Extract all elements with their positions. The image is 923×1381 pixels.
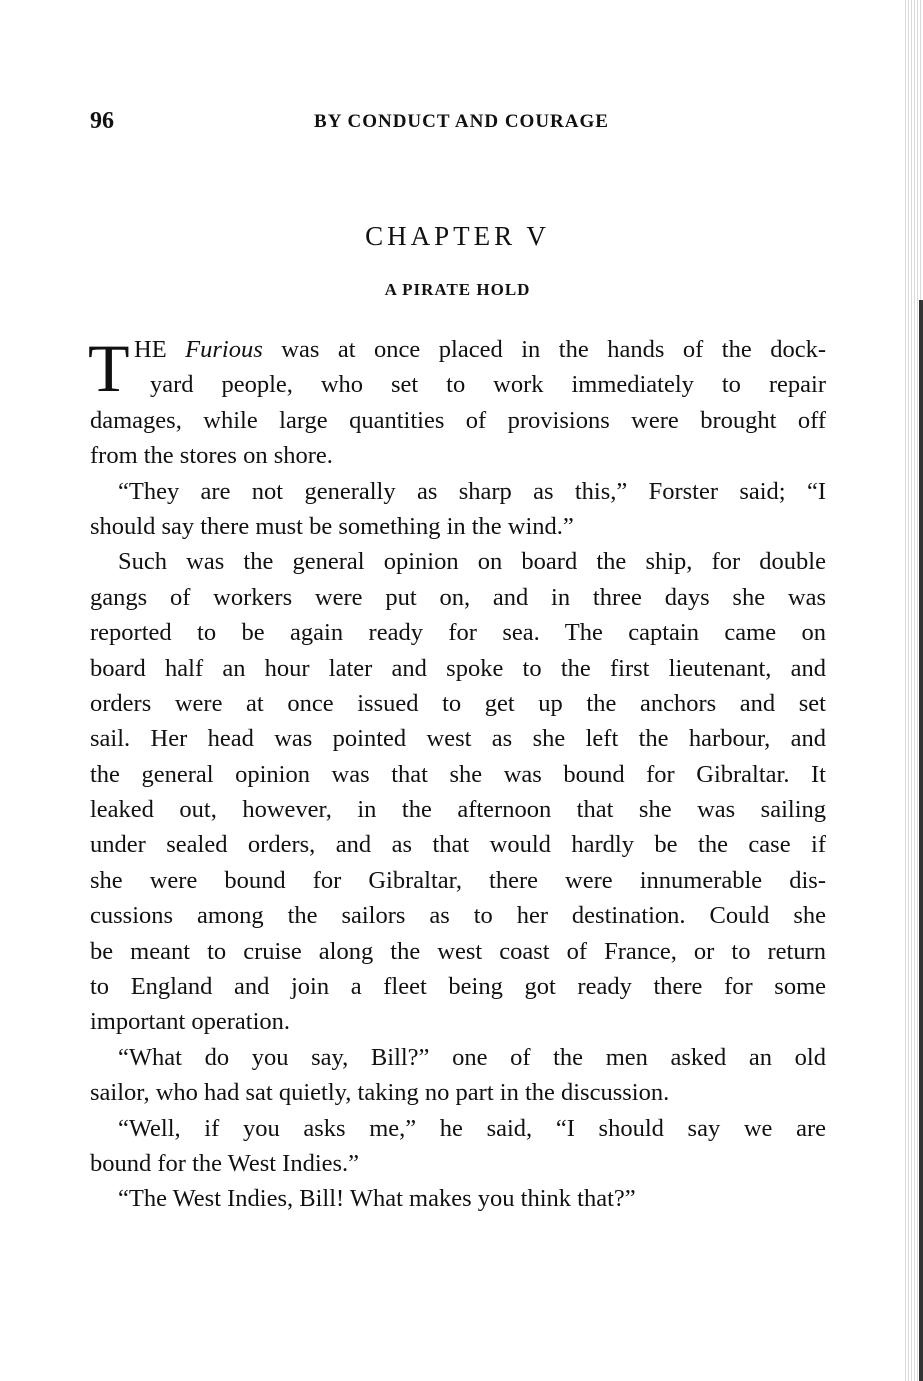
text-line: leaked out, however, in the afternoon that she was sailing [90, 796, 826, 824]
text-line: board half an hour later and spoke to the first lieutenant, and [90, 654, 826, 682]
text-line: reported to be again ready for sea. The captain came on [90, 619, 826, 647]
text-line: should say there must be something in the wind.” [90, 512, 574, 540]
text-line: from the stores on shore. [90, 442, 333, 470]
page-number: 96 [90, 108, 114, 134]
text-line: “They are not generally as sharp as this,” Forster said; “I [118, 477, 826, 505]
text-line: bound for the West Indies.” [90, 1149, 360, 1177]
drop-cap: T [88, 330, 130, 406]
text-line: damages, while large quantities of provisions were brought off [90, 406, 826, 434]
text-line: “Well, if you asks me,” he said, “I should say we are [118, 1114, 826, 1142]
body-text [90, 332, 826, 1217]
text-line: HE Furious was at once placed in the hands of the dock- [134, 336, 826, 363]
chapter-title: CHAPTER V [365, 221, 550, 251]
text-line: sail. Her head was pointed west as she left the harbour, and [90, 725, 826, 753]
text-line: “The West Indies, Bill! What makes you think that?” [118, 1185, 636, 1213]
text-line: to England and join a fleet being got ready there for some [90, 973, 826, 1001]
text-line: Such was the general opinion on board the ship, for double [118, 548, 826, 576]
scan-edge-shadow [919, 300, 923, 1381]
text-line: “What do you say, Bill?” one of the men asked an old [118, 1043, 826, 1071]
running-title: BY CONDUCT AND COURAGE [314, 111, 609, 132]
text-line: important operation. [90, 1008, 291, 1036]
text-line: the general opinion was that she was bound for Gibraltar. It [90, 760, 826, 788]
text-line: yard people, who set to work immediately to repair [150, 371, 826, 399]
text-line: sailor, who had sat quietly, taking no part in the discussion. [90, 1079, 670, 1107]
text-line: gangs of workers were put on, and in three days she was [90, 583, 826, 611]
text-line: under sealed orders, and as that would hardly be the case if [90, 831, 826, 859]
text-line: she were bound for Gibraltar, there were innumerable dis- [90, 866, 826, 894]
text-line: cussions among the sailors as to her destination. Could she [90, 902, 826, 930]
text-line: orders were at once issued to get up the anchors and set [90, 689, 826, 717]
chapter-subtitle: A PIRATE HOLD [384, 280, 531, 299]
text-line: be meant to cruise along the west coast of France, or to return [90, 937, 826, 965]
